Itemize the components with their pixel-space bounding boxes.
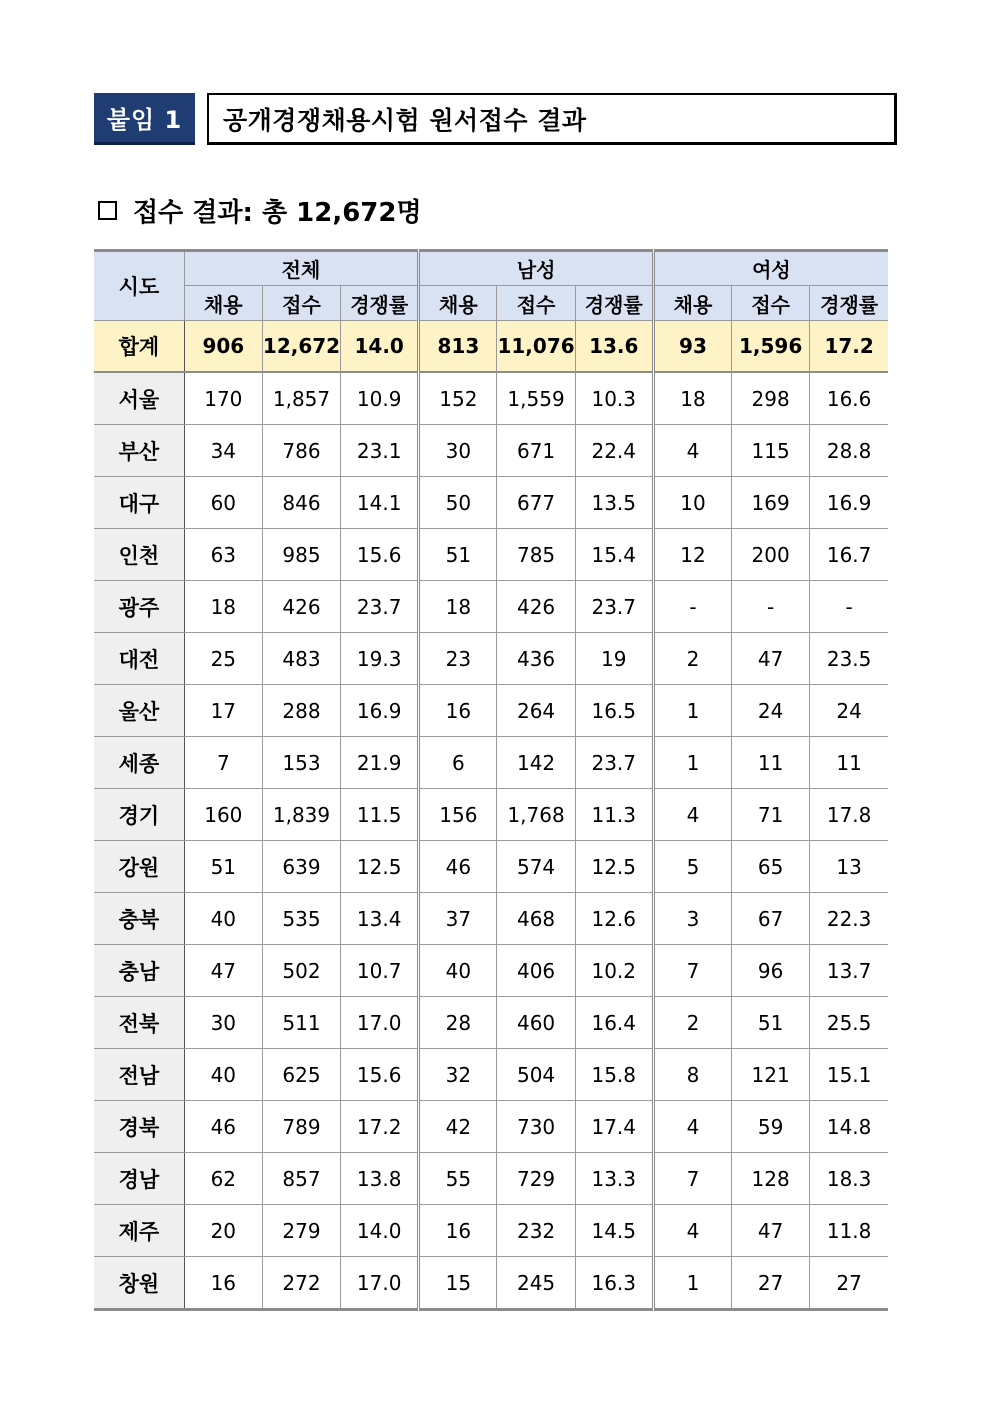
table-cell: 16.3 <box>575 1257 653 1310</box>
region-cell: 충남 <box>94 945 184 997</box>
table-cell: 22.3 <box>810 893 888 945</box>
table-cell: 25 <box>184 633 262 685</box>
table-cell: 846 <box>262 477 340 529</box>
table-cell: 10.9 <box>341 372 419 425</box>
table-cell: 468 <box>497 893 575 945</box>
table-cell: 15.4 <box>575 529 653 581</box>
table-cell: 14.1 <box>341 477 419 529</box>
table-cell: 10 <box>653 477 731 529</box>
table-cell: 7 <box>653 1153 731 1205</box>
region-cell: 경남 <box>94 1153 184 1205</box>
table-cell: 232 <box>497 1205 575 1257</box>
table-cell: 23.1 <box>341 425 419 477</box>
table-cell: 15.6 <box>341 1049 419 1101</box>
table-cell: - <box>732 581 810 633</box>
attachment-badge: 붙임 1 <box>94 93 195 145</box>
region-cell: 전남 <box>94 1049 184 1101</box>
subheader-hire: 채용 <box>653 286 731 321</box>
total-row <box>94 321 888 373</box>
table-cell: 785 <box>497 529 575 581</box>
table-cell: 23 <box>419 633 497 685</box>
table-cell: 46 <box>419 841 497 893</box>
table-row <box>94 685 888 737</box>
table-cell: 16.5 <box>575 685 653 737</box>
table-row <box>94 633 888 685</box>
region-cell: 부산 <box>94 425 184 477</box>
table-cell: 3 <box>653 893 731 945</box>
subheader-hire: 채용 <box>419 286 497 321</box>
table-cell: 11.3 <box>575 789 653 841</box>
table-cell: 12.5 <box>575 841 653 893</box>
table-cell: 55 <box>419 1153 497 1205</box>
table-row <box>94 529 888 581</box>
table-cell: 639 <box>262 841 340 893</box>
table-cell: 20 <box>184 1205 262 1257</box>
table-cell: 27 <box>810 1257 888 1310</box>
table-cell: 11 <box>732 737 810 789</box>
table-cell: 12.5 <box>341 841 419 893</box>
table-cell: 14.0 <box>341 321 419 373</box>
table-cell: 17.2 <box>341 1101 419 1153</box>
table-cell: 16 <box>419 1205 497 1257</box>
table-cell: 23.7 <box>341 581 419 633</box>
region-cell: 대구 <box>94 477 184 529</box>
table-cell: 535 <box>262 893 340 945</box>
table-cell: 1 <box>653 685 731 737</box>
table-cell: 40 <box>419 945 497 997</box>
table-cell: 786 <box>262 425 340 477</box>
table-cell: 813 <box>419 321 497 373</box>
table-cell: 6 <box>419 737 497 789</box>
table-cell: 96 <box>732 945 810 997</box>
table-cell: 1,839 <box>262 789 340 841</box>
table-cell: 16.6 <box>810 372 888 425</box>
table-cell: 170 <box>184 372 262 425</box>
table-cell: - <box>810 581 888 633</box>
table-cell: 502 <box>262 945 340 997</box>
table-cell: 5 <box>653 841 731 893</box>
region-cell: 강원 <box>94 841 184 893</box>
table-cell: 14.0 <box>341 1205 419 1257</box>
application-results-table <box>94 249 888 1311</box>
region-cell: 전북 <box>94 997 184 1049</box>
table-cell: 23.7 <box>575 737 653 789</box>
region-cell: 제주 <box>94 1205 184 1257</box>
table-row <box>94 841 888 893</box>
table-cell: 17 <box>184 685 262 737</box>
table-cell: 10.3 <box>575 372 653 425</box>
table-row <box>94 737 888 789</box>
table-cell: 121 <box>732 1049 810 1101</box>
table-cell: 17.4 <box>575 1101 653 1153</box>
table-cell: 23.5 <box>810 633 888 685</box>
table-cell: 128 <box>732 1153 810 1205</box>
table-cell: 16 <box>184 1257 262 1310</box>
table-cell: 574 <box>497 841 575 893</box>
section-heading <box>94 190 422 230</box>
table-cell: 264 <box>497 685 575 737</box>
table-cell: 730 <box>497 1101 575 1153</box>
table-cell: 22.4 <box>575 425 653 477</box>
table-cell: 28.8 <box>810 425 888 477</box>
table-cell: 406 <box>497 945 575 997</box>
table-cell: 17.2 <box>810 321 888 373</box>
table-cell: 272 <box>262 1257 340 1310</box>
table-row <box>94 1101 888 1153</box>
region-cell: 서울 <box>94 372 184 425</box>
table-cell: 13 <box>810 841 888 893</box>
table-row <box>94 945 888 997</box>
subheader-applied: 접수 <box>497 286 575 321</box>
table-cell: 14.8 <box>810 1101 888 1153</box>
table-cell: 245 <box>497 1257 575 1310</box>
subheader-ratio: 경쟁률 <box>575 286 653 321</box>
table-cell: 729 <box>497 1153 575 1205</box>
table-cell: 13.6 <box>575 321 653 373</box>
table-cell: 13.4 <box>341 893 419 945</box>
region-cell: 인천 <box>94 529 184 581</box>
table-cell: 13.3 <box>575 1153 653 1205</box>
table-cell: 63 <box>184 529 262 581</box>
table-cell: 169 <box>732 477 810 529</box>
table-cell: 115 <box>732 425 810 477</box>
table-row <box>94 789 888 841</box>
table-cell: 21.9 <box>341 737 419 789</box>
table-cell: 67 <box>732 893 810 945</box>
table-cell: 65 <box>732 841 810 893</box>
subheader-hire: 채용 <box>184 286 262 321</box>
table-cell: 40 <box>184 1049 262 1101</box>
section-heading-text: 접수 결과: 총 12,672명 <box>133 197 422 228</box>
table-cell: 10.2 <box>575 945 653 997</box>
table-cell: 32 <box>419 1049 497 1101</box>
subheader-ratio: 경쟁률 <box>810 286 888 321</box>
table-cell: 17.0 <box>341 997 419 1049</box>
table-cell: 160 <box>184 789 262 841</box>
group-header-male: 남성 <box>419 251 654 286</box>
table-cell: 16.7 <box>810 529 888 581</box>
table-cell: - <box>653 581 731 633</box>
table-cell: 7 <box>184 737 262 789</box>
table-row <box>94 1049 888 1101</box>
table-cell: 93 <box>653 321 731 373</box>
table-cell: 47 <box>732 633 810 685</box>
table-cell: 40 <box>184 893 262 945</box>
table-cell: 15 <box>419 1257 497 1310</box>
table-cell: 1 <box>653 1257 731 1310</box>
table-cell: 46 <box>184 1101 262 1153</box>
table-cell: 156 <box>419 789 497 841</box>
table-cell: 426 <box>262 581 340 633</box>
table-cell: 2 <box>653 633 731 685</box>
table-cell: 789 <box>262 1101 340 1153</box>
table-cell: 51 <box>419 529 497 581</box>
table-cell: 906 <box>184 321 262 373</box>
table-cell: 51 <box>732 997 810 1049</box>
square-bullet-icon <box>98 201 117 220</box>
group-header-total: 전체 <box>184 251 419 286</box>
table-cell: 11 <box>810 737 888 789</box>
table-row <box>94 581 888 633</box>
table-cell: 16.4 <box>575 997 653 1049</box>
table-cell: 460 <box>497 997 575 1049</box>
table-row <box>94 1205 888 1257</box>
table-row <box>94 477 888 529</box>
table-cell: 15.8 <box>575 1049 653 1101</box>
region-cell: 세종 <box>94 737 184 789</box>
region-column-header: 시도 <box>94 251 184 321</box>
table-cell: 857 <box>262 1153 340 1205</box>
table-row <box>94 893 888 945</box>
table-cell: 34 <box>184 425 262 477</box>
subheader-ratio: 경쟁률 <box>341 286 419 321</box>
table-cell: 18 <box>184 581 262 633</box>
table-cell: 11.8 <box>810 1205 888 1257</box>
table-cell: 16.9 <box>341 685 419 737</box>
table-cell: 47 <box>184 945 262 997</box>
group-header-female: 여성 <box>653 251 888 286</box>
table-cell: 71 <box>732 789 810 841</box>
table-cell: 4 <box>653 1205 731 1257</box>
table-cell: 16.9 <box>810 477 888 529</box>
region-cell: 경기 <box>94 789 184 841</box>
table-cell: 511 <box>262 997 340 1049</box>
table-cell: 25.5 <box>810 997 888 1049</box>
region-cell: 합계 <box>94 321 184 373</box>
table-cell: 152 <box>419 372 497 425</box>
table-cell: 1 <box>653 737 731 789</box>
table-cell: 13.7 <box>810 945 888 997</box>
region-cell: 창원 <box>94 1257 184 1310</box>
table-cell: 12 <box>653 529 731 581</box>
table-cell: 37 <box>419 893 497 945</box>
table-cell: 42 <box>419 1101 497 1153</box>
table-cell: 625 <box>262 1049 340 1101</box>
table-cell: 483 <box>262 633 340 685</box>
table-cell: 24 <box>732 685 810 737</box>
table-cell: 4 <box>653 425 731 477</box>
table-cell: 16 <box>419 685 497 737</box>
table-cell: 30 <box>419 425 497 477</box>
table-cell: 59 <box>732 1101 810 1153</box>
table-cell: 1,857 <box>262 372 340 425</box>
table-cell: 142 <box>497 737 575 789</box>
table-cell: 27 <box>732 1257 810 1310</box>
table-cell: 279 <box>262 1205 340 1257</box>
subheader-applied: 접수 <box>732 286 810 321</box>
table-cell: 19 <box>575 633 653 685</box>
table-cell: 30 <box>184 997 262 1049</box>
region-cell: 대전 <box>94 633 184 685</box>
table-cell: 10.7 <box>341 945 419 997</box>
table-cell: 11,076 <box>497 321 575 373</box>
table-cell: 12,672 <box>262 321 340 373</box>
table-cell: 50 <box>419 477 497 529</box>
region-cell: 경북 <box>94 1101 184 1153</box>
table-row <box>94 372 888 425</box>
table-cell: 18.3 <box>810 1153 888 1205</box>
table-cell: 28 <box>419 997 497 1049</box>
table-cell: 504 <box>497 1049 575 1101</box>
table-cell: 13.5 <box>575 477 653 529</box>
table-cell: 426 <box>497 581 575 633</box>
table-cell: 15.1 <box>810 1049 888 1101</box>
table-cell: 8 <box>653 1049 731 1101</box>
table-cell: 24 <box>810 685 888 737</box>
table-cell: 1,596 <box>732 321 810 373</box>
table-cell: 1,559 <box>497 372 575 425</box>
table-cell: 19.3 <box>341 633 419 685</box>
table-cell: 11.5 <box>341 789 419 841</box>
table-cell: 51 <box>184 841 262 893</box>
region-cell: 충북 <box>94 893 184 945</box>
table-row <box>94 997 888 1049</box>
table-cell: 298 <box>732 372 810 425</box>
table-row <box>94 1257 888 1310</box>
table-cell: 200 <box>732 529 810 581</box>
table-row <box>94 425 888 477</box>
table-cell: 153 <box>262 737 340 789</box>
table-cell: 17.0 <box>341 1257 419 1310</box>
table-cell: 12.6 <box>575 893 653 945</box>
region-cell: 광주 <box>94 581 184 633</box>
subheader-applied: 접수 <box>262 286 340 321</box>
table-cell: 60 <box>184 477 262 529</box>
table-cell: 4 <box>653 1101 731 1153</box>
table-cell: 18 <box>419 581 497 633</box>
table-cell: 17.8 <box>810 789 888 841</box>
table-cell: 671 <box>497 425 575 477</box>
region-cell: 울산 <box>94 685 184 737</box>
table-cell: 2 <box>653 997 731 1049</box>
table-row <box>94 1153 888 1205</box>
table-cell: 985 <box>262 529 340 581</box>
table-cell: 7 <box>653 945 731 997</box>
table-cell: 288 <box>262 685 340 737</box>
table-cell: 13.8 <box>341 1153 419 1205</box>
document-title: 공개경쟁채용시험 원서접수 결과 <box>207 93 897 145</box>
table-cell: 4 <box>653 789 731 841</box>
table-cell: 47 <box>732 1205 810 1257</box>
table-cell: 1,768 <box>497 789 575 841</box>
table-cell: 15.6 <box>341 529 419 581</box>
table-cell: 23.7 <box>575 581 653 633</box>
table-cell: 677 <box>497 477 575 529</box>
table-cell: 62 <box>184 1153 262 1205</box>
attachment-header <box>94 93 897 145</box>
table-cell: 14.5 <box>575 1205 653 1257</box>
table-cell: 436 <box>497 633 575 685</box>
table-cell: 18 <box>653 372 731 425</box>
